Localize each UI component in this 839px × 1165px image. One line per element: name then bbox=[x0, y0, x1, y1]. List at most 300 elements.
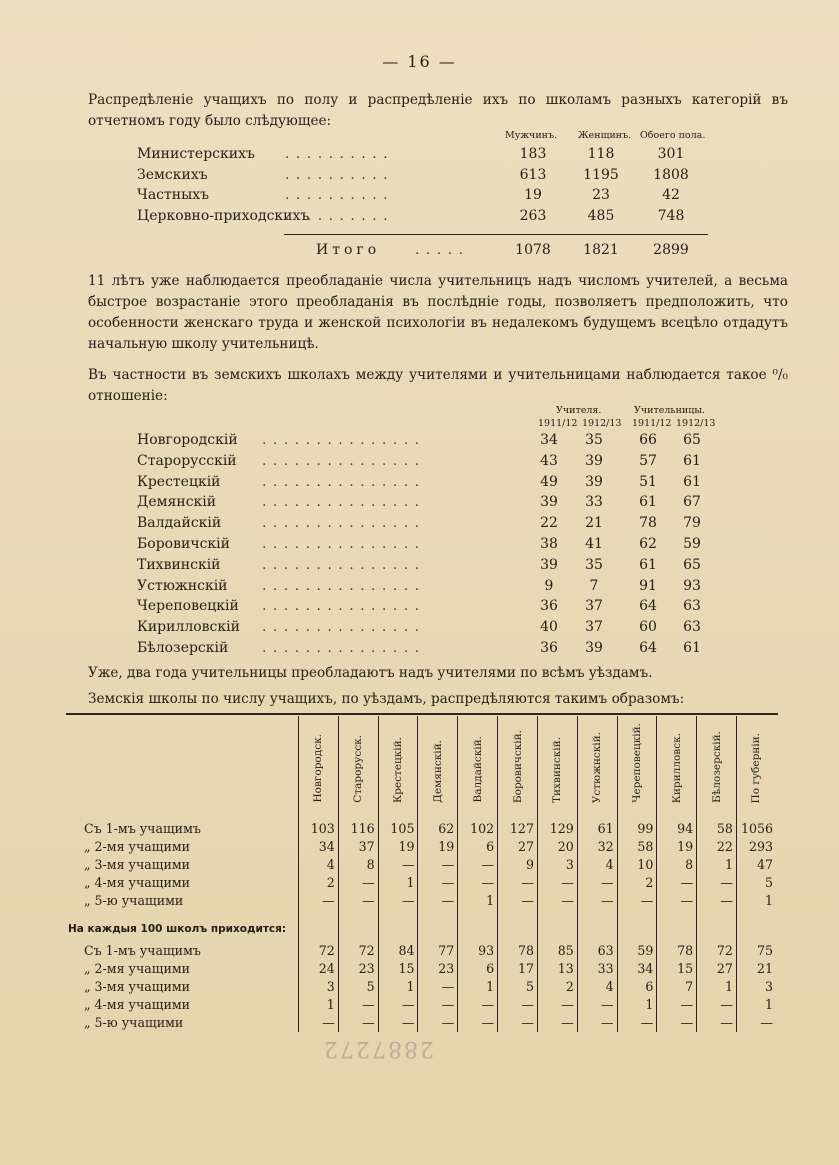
spacer-cell bbox=[537, 916, 577, 942]
column-header bbox=[338, 716, 378, 812]
cell-value: 63 bbox=[577, 942, 617, 960]
cell-value: 19 bbox=[378, 838, 418, 856]
cell-value: — bbox=[418, 996, 458, 1014]
column-header bbox=[736, 716, 776, 812]
cell-value: 22 bbox=[540, 515, 558, 532]
cell-value: — bbox=[498, 996, 538, 1014]
cell-value: 47 bbox=[736, 856, 776, 874]
spacer-row bbox=[66, 812, 776, 820]
spacer-cell bbox=[736, 812, 776, 820]
cell-value: 1 bbox=[697, 978, 737, 996]
cell-value: 75 bbox=[736, 942, 776, 960]
year-header: 1912/13 bbox=[676, 418, 716, 429]
cell-value: 37 bbox=[585, 619, 603, 636]
cell-value: — bbox=[617, 1014, 657, 1032]
cell-value: — bbox=[577, 996, 617, 1014]
gender-row bbox=[0, 146, 839, 166]
year-header: 1911/12 bbox=[632, 418, 672, 429]
leader-dots: . . . . . . . . . . bbox=[285, 166, 389, 183]
cell-value: — bbox=[697, 874, 737, 892]
cell-value: — bbox=[498, 892, 538, 910]
cell-value: 8 bbox=[338, 856, 378, 874]
cell-value: 51 bbox=[639, 473, 657, 490]
row-label: „ 5-ю учащими bbox=[84, 893, 184, 908]
cell-value: 59 bbox=[683, 536, 701, 552]
cell-value: — bbox=[338, 892, 378, 910]
cell-value: 58 bbox=[697, 820, 737, 838]
cell-value: 38 bbox=[540, 536, 558, 552]
row-label: Съ 1-мъ учащимъ bbox=[84, 943, 201, 958]
cell-value: 40 bbox=[540, 619, 558, 636]
spacer-cell bbox=[378, 812, 418, 820]
leader-dots: . . . . . . . . . . . . . . . bbox=[262, 515, 421, 532]
district-label: Череповецкій bbox=[137, 598, 239, 615]
cell-value: 93 bbox=[458, 942, 498, 960]
leader-dots: . . . . . . . . . . . . . . . bbox=[262, 556, 421, 573]
cell-value: — bbox=[418, 978, 458, 996]
row-label: „ 2-мя учащими bbox=[84, 961, 191, 976]
spacer-cell bbox=[697, 916, 737, 942]
cell-value: 301 bbox=[657, 146, 685, 162]
spacer-cell bbox=[338, 812, 378, 820]
cell-value: 58 bbox=[617, 838, 657, 856]
table-row bbox=[66, 892, 776, 910]
page-number: — 16 — bbox=[382, 52, 457, 71]
cell-value: 66 bbox=[639, 432, 657, 448]
header-teachers-female: Учительницы. bbox=[634, 405, 705, 416]
cell-value: 127 bbox=[498, 820, 538, 838]
cell-value: 17 bbox=[498, 960, 538, 978]
cell-value: 43 bbox=[540, 452, 558, 469]
cell-value: — bbox=[577, 1014, 617, 1032]
cell-value: — bbox=[697, 892, 737, 910]
cell-value: 62 bbox=[418, 820, 458, 838]
row-label: Церковно-приходскихъ bbox=[137, 208, 310, 225]
cell-value: 1195 bbox=[583, 166, 619, 183]
cell-value: — bbox=[577, 874, 617, 892]
cell-value: 13 bbox=[537, 960, 577, 978]
district-label: Валдайскій bbox=[137, 515, 222, 532]
cell-value: 23 bbox=[418, 960, 458, 978]
cell-value: — bbox=[697, 996, 737, 1014]
cell-value: 19 bbox=[657, 838, 697, 856]
total-row bbox=[0, 242, 839, 262]
cell-value: 9 bbox=[498, 856, 538, 874]
total-rule bbox=[284, 234, 708, 235]
cell-value: 72 bbox=[697, 942, 737, 960]
cell-value: — bbox=[537, 1014, 577, 1032]
column-header-text: Демянскій. bbox=[431, 740, 444, 803]
cell-value: 41 bbox=[585, 536, 603, 552]
ratio-row bbox=[0, 640, 839, 660]
leader-dots: . . . . . . . . . . . . . . . bbox=[262, 432, 421, 448]
spacer-cell bbox=[617, 916, 657, 942]
cell-value: 5 bbox=[498, 978, 538, 996]
cell-value: 37 bbox=[585, 598, 603, 615]
cell-value: 613 bbox=[519, 166, 547, 183]
column-header-text: Старорусск. bbox=[352, 735, 365, 803]
cell-value: 39 bbox=[540, 494, 558, 511]
cell-value: 93 bbox=[683, 577, 701, 594]
cell-value: 6 bbox=[458, 960, 498, 978]
cell-value: 1808 bbox=[653, 166, 689, 183]
ratio-row bbox=[0, 578, 839, 598]
column-header-text: Боровичскій. bbox=[511, 729, 524, 803]
cell-value: 9 bbox=[544, 577, 554, 594]
district-label: Тихвинскій bbox=[137, 556, 221, 573]
cell-value: 33 bbox=[585, 494, 603, 511]
cell-value: 19 bbox=[524, 187, 542, 204]
leader-dots: . . . . . . . . . . . . . . . bbox=[262, 640, 421, 656]
cell-value: 27 bbox=[498, 838, 538, 856]
cell-value: 34 bbox=[298, 838, 338, 856]
spacer-cell bbox=[66, 812, 298, 820]
cell-value: 3 bbox=[298, 978, 338, 996]
leader-dots: . . . . . . . . . . bbox=[285, 146, 389, 162]
table-row bbox=[66, 978, 776, 996]
cell-value: 36 bbox=[540, 598, 558, 615]
cell-value: 39 bbox=[585, 452, 603, 469]
cell-value: 1 bbox=[736, 892, 776, 910]
spacer-cell bbox=[498, 812, 538, 820]
cell-value: 293 bbox=[736, 838, 776, 856]
column-header bbox=[378, 716, 418, 812]
cell-value: 78 bbox=[639, 515, 657, 532]
cell-value: 748 bbox=[657, 208, 685, 225]
cell-value: — bbox=[418, 874, 458, 892]
spacer-cell bbox=[458, 916, 498, 942]
cell-value: 34 bbox=[540, 432, 558, 448]
cell-value: 77 bbox=[418, 942, 458, 960]
cell-value: 32 bbox=[577, 838, 617, 856]
leader-dots: . . . . . . . . . . . . . . . bbox=[262, 473, 421, 490]
table-top-rule bbox=[66, 713, 778, 715]
cell-value: 85 bbox=[537, 942, 577, 960]
total-men: 1078 bbox=[515, 242, 551, 258]
cell-value: 3 bbox=[537, 856, 577, 874]
cell-value: 8 bbox=[657, 856, 697, 874]
cell-value: 15 bbox=[657, 960, 697, 978]
spacer-cell bbox=[577, 916, 617, 942]
cell-value: 23 bbox=[592, 187, 610, 204]
column-header-text: Тихвинскій. bbox=[551, 737, 564, 803]
cell-value: 35 bbox=[585, 556, 603, 573]
cell-value: 1 bbox=[378, 978, 418, 996]
cell-value: — bbox=[378, 1014, 418, 1032]
paragraph-schools-intro: Земскія школы по числу учащихъ, по уѣздамъ, распредѣляются такимъ образомъ: bbox=[88, 691, 685, 707]
district-label: Боровичскій bbox=[137, 536, 230, 552]
header-women: Женщинъ. bbox=[578, 130, 632, 141]
cell-value: 1 bbox=[458, 892, 498, 910]
cell-value: 72 bbox=[338, 942, 378, 960]
cell-value: 2 bbox=[298, 874, 338, 892]
cell-value: 4 bbox=[577, 978, 617, 996]
cell-value: 5 bbox=[736, 874, 776, 892]
cell-value: 6 bbox=[458, 838, 498, 856]
cell-value: 21 bbox=[736, 960, 776, 978]
cell-value: — bbox=[697, 1014, 737, 1032]
cell-value: 61 bbox=[683, 473, 701, 490]
ratio-row bbox=[0, 515, 839, 535]
intro-paragraph: Распредѣленіе учащихъ по полу и распредѣленіе ихъ по школамъ разныхъ категорій въ отчетномъ году было слѣдующее: bbox=[88, 92, 788, 129]
column-header bbox=[458, 716, 498, 812]
cell-value: — bbox=[458, 1014, 498, 1032]
leader-dots: . . . . . . . . . . . . . . . bbox=[262, 494, 421, 511]
cell-value: — bbox=[498, 874, 538, 892]
cell-value: 1 bbox=[736, 996, 776, 1014]
column-header bbox=[418, 716, 458, 812]
ratio-row bbox=[0, 536, 839, 556]
cell-value: 72 bbox=[298, 942, 338, 960]
column-header-text: Бѣлозерскій. bbox=[710, 731, 723, 803]
column-header-text: Устюжнскій. bbox=[591, 731, 604, 803]
table-row bbox=[66, 960, 776, 978]
cell-value: 34 bbox=[617, 960, 657, 978]
spacer-cell bbox=[736, 916, 776, 942]
ratio-row bbox=[0, 474, 839, 494]
gender-row bbox=[0, 187, 839, 207]
spacer-cell bbox=[498, 916, 538, 942]
cell-value: 36 bbox=[540, 640, 558, 656]
column-header-text: Валдайскій. bbox=[471, 736, 484, 803]
cell-value: — bbox=[458, 996, 498, 1014]
cell-value: 65 bbox=[683, 556, 701, 573]
cell-value: 1 bbox=[298, 996, 338, 1014]
cell-value: 78 bbox=[498, 942, 538, 960]
section-label: На каждыя 100 школъ приходится: bbox=[68, 923, 287, 935]
paragraph-ratio-intro: Въ частности въ земскихъ школахъ между учителями и учительницами наблюдается такое ⁰/₀ отношеніе: bbox=[88, 367, 788, 404]
cell-value: — bbox=[418, 856, 458, 874]
total-label: Итого bbox=[316, 242, 381, 258]
cell-value: 78 bbox=[657, 942, 697, 960]
cell-value: 1 bbox=[697, 856, 737, 874]
leader-dots: . . . . . . . . . . . . . . . bbox=[262, 536, 421, 552]
spacer-cell bbox=[657, 812, 697, 820]
ratio-row bbox=[0, 494, 839, 514]
cell-value: 49 bbox=[540, 473, 558, 490]
cell-value: 42 bbox=[662, 187, 680, 204]
cell-value: — bbox=[537, 892, 577, 910]
cell-value: — bbox=[378, 892, 418, 910]
spacer-cell bbox=[577, 812, 617, 820]
table-row bbox=[66, 942, 776, 960]
cell-value: 62 bbox=[639, 536, 657, 552]
row-label: Земскихъ bbox=[137, 166, 208, 183]
column-header bbox=[577, 716, 617, 812]
cell-value: 7 bbox=[589, 577, 599, 594]
cell-value: 99 bbox=[617, 820, 657, 838]
column-header bbox=[657, 716, 697, 812]
gender-row bbox=[0, 167, 839, 187]
row-label: „ 2-мя учащими bbox=[84, 839, 191, 854]
cell-value: 39 bbox=[540, 556, 558, 573]
cell-value: 33 bbox=[577, 960, 617, 978]
spacer-cell bbox=[657, 916, 697, 942]
cell-value: 6 bbox=[617, 978, 657, 996]
cell-value: 63 bbox=[683, 619, 701, 636]
cell-value: 5 bbox=[338, 978, 378, 996]
paragraph-two-years: Уже, два года учительницы преобладаютъ надъ учителями по всѣмъ уѣздамъ. bbox=[88, 665, 653, 681]
cell-value: 64 bbox=[639, 640, 657, 656]
cell-value: 2 bbox=[617, 874, 657, 892]
cell-value: 3 bbox=[736, 978, 776, 996]
cell-value: 1 bbox=[458, 978, 498, 996]
total-both: 2899 bbox=[653, 242, 689, 258]
cell-value: 67 bbox=[683, 494, 701, 511]
spacer-cell bbox=[617, 812, 657, 820]
cell-value: 15 bbox=[378, 960, 418, 978]
cell-value: 94 bbox=[657, 820, 697, 838]
cell-value: — bbox=[378, 856, 418, 874]
cell-value: — bbox=[577, 892, 617, 910]
header-teachers-male: Учителя. bbox=[556, 405, 602, 416]
leader-dots: . . . . . . . . . . . . . . . bbox=[262, 619, 421, 636]
cell-value: 19 bbox=[418, 838, 458, 856]
year-header: 1912/13 bbox=[582, 418, 622, 429]
cell-value: — bbox=[617, 892, 657, 910]
cell-value: 20 bbox=[537, 838, 577, 856]
cell-value: 118 bbox=[587, 146, 615, 162]
spacer-cell bbox=[458, 812, 498, 820]
spacer-cell bbox=[378, 916, 418, 942]
table-row bbox=[66, 1014, 776, 1032]
cell-value: 35 bbox=[585, 432, 603, 448]
column-header bbox=[537, 716, 577, 812]
cell-value: 24 bbox=[298, 960, 338, 978]
cell-value: — bbox=[458, 874, 498, 892]
spacer-cell bbox=[418, 812, 458, 820]
column-header-text: По губерніи. bbox=[750, 732, 763, 803]
cell-value: 37 bbox=[338, 838, 378, 856]
column-header bbox=[617, 716, 657, 812]
cell-value: — bbox=[418, 892, 458, 910]
spacer-cell bbox=[418, 916, 458, 942]
cell-value: — bbox=[657, 1014, 697, 1032]
leader-dots: . . . . . . . . . . bbox=[285, 187, 389, 204]
cell-value: — bbox=[537, 996, 577, 1014]
leader-dots: . . . . . bbox=[415, 242, 465, 258]
library-stamp: 2887272 bbox=[322, 1036, 434, 1061]
cell-value: 91 bbox=[639, 577, 657, 594]
section-row bbox=[66, 916, 776, 942]
cell-value: 183 bbox=[519, 146, 547, 162]
cell-value: 57 bbox=[639, 452, 657, 469]
cell-value: — bbox=[657, 996, 697, 1014]
spacer-cell bbox=[697, 812, 737, 820]
district-label: Старорусскій bbox=[137, 452, 237, 469]
table-row bbox=[66, 996, 776, 1014]
cell-value: 1056 bbox=[736, 820, 776, 838]
cell-value: 4 bbox=[577, 856, 617, 874]
spacer-cell bbox=[338, 916, 378, 942]
row-label: „ 5-ю учащими bbox=[84, 1015, 184, 1030]
cell-value: — bbox=[498, 1014, 538, 1032]
cell-value: 263 bbox=[519, 208, 547, 225]
row-label: „ 4-мя учащими bbox=[84, 875, 191, 890]
cell-value: 116 bbox=[338, 820, 378, 838]
cell-value: — bbox=[736, 1014, 776, 1032]
header-men: Мужчинъ. bbox=[505, 130, 558, 141]
cell-value: — bbox=[298, 892, 338, 910]
cell-value: 61 bbox=[639, 556, 657, 573]
cell-value: — bbox=[657, 874, 697, 892]
cell-value: — bbox=[458, 856, 498, 874]
cell-value: 65 bbox=[683, 432, 701, 448]
cell-value: 485 bbox=[587, 208, 615, 225]
district-label: Устюжнскій bbox=[137, 577, 228, 594]
cell-value: 1 bbox=[617, 996, 657, 1014]
cell-value: — bbox=[298, 1014, 338, 1032]
cell-value: — bbox=[338, 874, 378, 892]
cell-value: 39 bbox=[585, 640, 603, 656]
cell-value: — bbox=[418, 1014, 458, 1032]
cell-value: 4 bbox=[298, 856, 338, 874]
cell-value: — bbox=[378, 996, 418, 1014]
table-row bbox=[66, 838, 776, 856]
cell-value: 23 bbox=[338, 960, 378, 978]
row-label: „ 3-мя учащими bbox=[84, 979, 191, 994]
ratio-row bbox=[0, 598, 839, 618]
district-label: Бѣлозерскій bbox=[137, 640, 229, 656]
row-label: „ 3-мя учащими bbox=[84, 857, 191, 872]
column-header-text: Новгородск. bbox=[312, 734, 325, 803]
cell-value: 61 bbox=[683, 640, 701, 656]
leader-dots: . . . . . . . . . . bbox=[285, 208, 389, 225]
leader-dots: . . . . . . . . . . . . . . . bbox=[262, 577, 421, 594]
cell-value: 10 bbox=[617, 856, 657, 874]
cell-value: 61 bbox=[639, 494, 657, 511]
table-row bbox=[66, 856, 776, 874]
district-label: Кирилловскій bbox=[137, 619, 240, 636]
header-corner bbox=[66, 716, 298, 812]
cell-value: — bbox=[537, 874, 577, 892]
column-header bbox=[298, 716, 338, 812]
table-row bbox=[66, 874, 776, 892]
cell-value: 2 bbox=[537, 978, 577, 996]
district-label: Новгородскій bbox=[137, 432, 238, 448]
schools-distribution-table bbox=[66, 716, 776, 1032]
cell-value: 64 bbox=[639, 598, 657, 615]
cell-value: 7 bbox=[657, 978, 697, 996]
cell-value: 79 bbox=[683, 515, 701, 532]
spacer-cell bbox=[537, 812, 577, 820]
column-header-text: Череповецкій. bbox=[631, 723, 643, 803]
column-header-text: Крестецкій. bbox=[392, 737, 405, 803]
district-label: Крестецкій bbox=[137, 473, 221, 490]
column-header bbox=[498, 716, 538, 812]
cell-value: 61 bbox=[683, 452, 701, 469]
header-both: Обоего пола. bbox=[640, 130, 706, 141]
paragraph-teachers-trend: 11 лѣтъ уже наблюдается преобладаніе числа учительницъ надъ числомъ учителей, а весьма быстрое возрастаніе этого преобладанія въ послѣдніе годы, позволяетъ предположить, что особенности женскаго труда и женской психологіи въ недалекомъ будущемъ всецѣло отдадутъ начальную школу учительницѣ. bbox=[88, 273, 788, 352]
table-row bbox=[66, 820, 776, 838]
leader-dots: . . . . . . . . . . . . . . . bbox=[262, 452, 421, 469]
row-label: „ 4-мя учащими bbox=[84, 997, 191, 1012]
row-label: Съ 1-мъ учащимъ bbox=[84, 821, 201, 836]
gender-row bbox=[0, 208, 839, 228]
cell-value: — bbox=[338, 996, 378, 1014]
cell-value: — bbox=[338, 1014, 378, 1032]
row-label: Министерскихъ bbox=[137, 146, 255, 162]
cell-value: 84 bbox=[378, 942, 418, 960]
cell-value: 61 bbox=[577, 820, 617, 838]
ratio-row bbox=[0, 432, 839, 452]
cell-value: — bbox=[657, 892, 697, 910]
cell-value: 39 bbox=[585, 473, 603, 490]
ratio-row bbox=[0, 619, 839, 639]
cell-value: 102 bbox=[458, 820, 498, 838]
row-label: Частныхъ bbox=[137, 187, 210, 204]
year-header: 1911/12 bbox=[538, 418, 578, 429]
